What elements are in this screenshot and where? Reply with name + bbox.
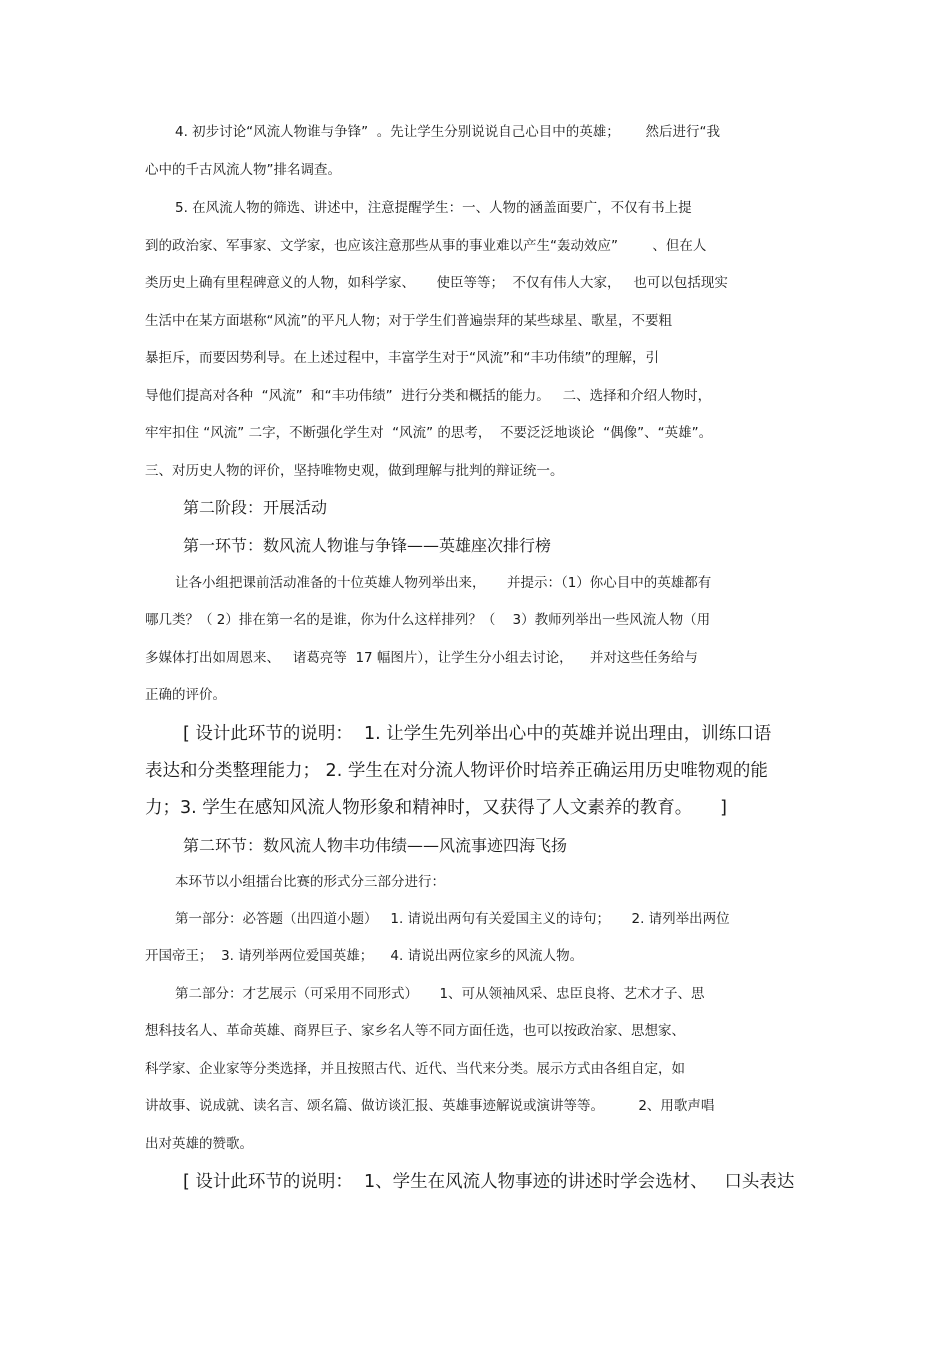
paragraph-5-line-8: 三、对历史人物的评价，坚持唯物史观，做到理解与批判的辩证统一。 [145,463,564,479]
part-two-line-1: 第二部分：才艺展示（可采用不同形式） 1、可从领袖风采、忠臣良将、艺术才子、思 [175,986,705,1002]
section-one-line-3: 多媒体打出如周恩来、 诸葛亮等 17 幅图片），让学生分小组去讨论， 并对这些任务给与 [145,650,698,666]
part-one-line-2: 开国帝王； 3. 请列举两位爱国英雄； 4. 请说出两位家乡的风流人物。 [145,948,584,964]
part-two-line-2: 想科技名人、革命英雄、商界巨子、家乡名人等不同方面任选，也可以按政治家、思想家、 [145,1023,685,1039]
paragraph-4-line-1: 4. 初步讨论“风流人物谁与争锋” 。先让学生分别说说自己心目中的英雄； 然后进行“我 [175,124,720,140]
paragraph-5-line-3: 类历史上确有里程碑意义的人物，如科学家、 使臣等等； 不仅有伟人大家， 也可以包括现实 [145,275,728,291]
paragraph-5-line-5: 暴拒斥，而要因势利导。在上述过程中，丰富学生对于“风流”和“丰功伟绩”的理解，引 [145,350,659,366]
section-one-heading: 第一环节：数风流人物谁与争锋——英雄座次排行榜 [183,536,552,555]
paragraph-5-line-6: 导他们提高对各种 “风流” 和“丰功伟绩” 进行分类和概括的能力。 二、选择和介绍人物时， [145,388,712,404]
part-two-line-5: 出对英雄的赞歌。 [145,1136,253,1152]
part-two-line-3: 科学家、企业家等分类选择，并且按照古代、近代、当代来分类。展示方式由各组自定，如 [145,1061,685,1077]
design-note-one-line-1: [ 设计此环节的说明： 1. 让学生先列举出心中的英雄并说出理由，训练口语 [183,724,772,744]
paragraph-5-line-7: 牢牢扣住 “风流” 二字，不断强化学生对 “风流” 的思考， 不要泛泛地谈论 “偶像”、“英雄”。 [145,425,713,441]
section-two-heading: 第二环节：数风流人物丰功伟绩——风流事迹四海飞扬 [183,836,568,855]
paragraph-5-line-2: 到的政治家、军事家、文学家，也应该注意那些从事的事业难以产生“轰动效应” 、但在人 [145,238,707,254]
paragraph-4-line-2: 心中的千古风流人物”排名调查。 [145,162,341,178]
section-two-intro: 本环节以小组擂台比赛的形式分三部分进行： [175,874,445,890]
part-one-line-1: 第一部分：必答题（出四道小题） 1. 请说出两句有关爱国主义的诗句； 2. 请列举出两位 [175,911,730,927]
part-two-line-4: 讲故事、说成就、读名言、颂名篇、做访谈汇报、英雄事迹解说或演讲等等。 2、用歌声唱 [145,1098,715,1114]
paragraph-5-line-1: 5. 在风流人物的筛选、讲述中，注意提醒学生：一、人物的涵盖面要广，不仅有书上提 [175,200,692,216]
section-one-line-4: 正确的评价。 [145,687,226,703]
paragraph-5-line-4: 生活中在某方面堪称“风流”的平凡人物；对于学生们普遍崇拜的某些球星、歌星，不要粗 [145,313,672,329]
section-one-line-1: 让各小组把课前活动准备的十位英雄人物列举出来， 并提示：（1）你心目中的英雄都有 [175,575,712,591]
design-note-one-line-3: 力；3. 学生在感知风流人物形象和精神时，又获得了人文素养的教育。 ] [145,798,727,818]
design-note-two-line-1: [ 设计此环节的说明： 1、学生在风流人物事迹的讲述时学会选材、 口头表达 [183,1172,795,1192]
design-note-one-line-2: 表达和分类整理能力； 2. 学生在对分流人物评价时培养正确运用历史唯物观的能 [145,761,768,781]
section-one-line-2: 哪几类？（ 2）排在第一名的是谁，你为什么这样排列？（ 3）教师列举出一些风流人物（用 [145,612,711,628]
stage-two-heading: 第二阶段：开展活动 [183,498,328,517]
